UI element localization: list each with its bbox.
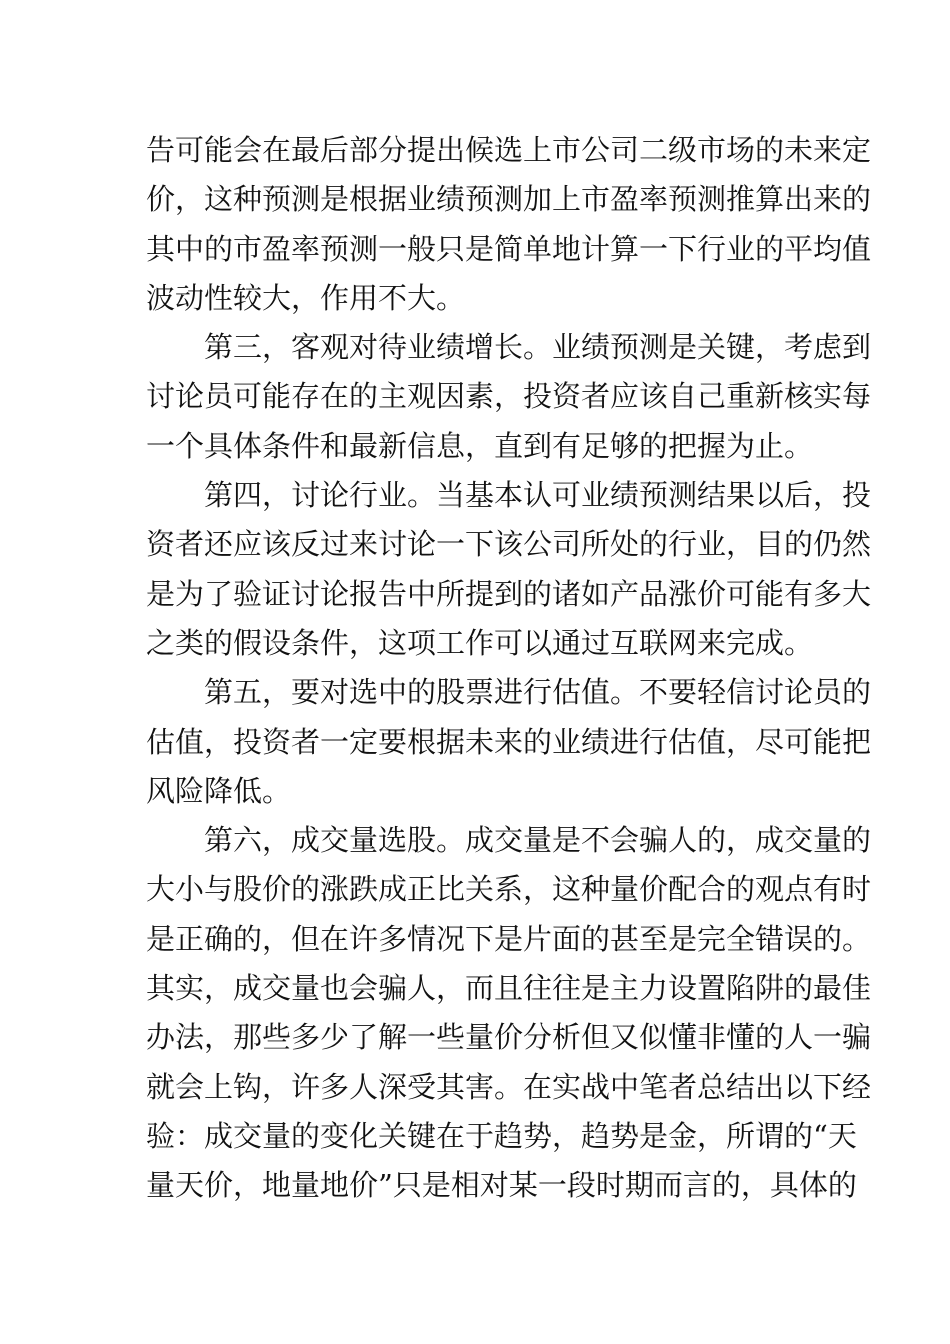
body-text [146,126,872,1211]
text-line: 讨论员可能存在的主观因素，投资者应该自己重新核实每 [146,379,872,414]
text-line: 风险降低。 [146,773,292,808]
text-line: 是正确的，但在许多情况下是片面的甚至是完全错误的。 [146,921,872,956]
text-line: 一个具体条件和最新信息，直到有足够的把握为止。 [146,428,814,463]
paragraph-first-line: 第五，要对选中的股票进行估值。不要轻信讨论员的 [204,675,872,710]
text-line: 量天价，地量地价”只是相对某一段时期而言的，具体的 [146,1168,857,1203]
text-line: 其实，成交量也会骗人，而且往往是主力设置陷阱的最佳 [146,971,872,1006]
text-line: 之类的假设条件，这项工作可以通过互联网来完成。 [146,625,814,660]
text-line: 告可能会在最后部分提出候选上市公司二级市场的未来定 [146,133,872,167]
text-line: 资者还应该反过来讨论一下该公司所处的行业，目的仍然 [146,527,872,562]
text-line: 大小与股价的涨跌成正比关系，这种量价配合的观点有时 [146,872,872,907]
text-line: 价，这种预测是根据业绩预测加上市盈率预测推算出来的 [146,182,872,217]
text-line: 是为了验证讨论报告中所提到的诸如产品涨价可能有多大 [146,576,872,611]
paragraph-first-line: 第三，客观对待业绩增长。业绩预测是关键，考虑到 [204,330,872,365]
paragraph-first-line: 第四，讨论行业。当基本认可业绩预测结果以后，投 [204,478,872,513]
text-line: 估值，投资者一定要根据未来的业绩进行估值，尽可能把 [146,724,872,759]
text-line: 办法，那些多少了解一些量价分析但又似懂非懂的人一骗 [146,1020,872,1055]
text-line: 波动性较大，作用不大。 [146,280,466,315]
text-line: 验：成交量的变化关键在于趋势，趋势是金，所谓的“天 [146,1118,857,1153]
text-line: 就会上钩，许多人深受其害。在实战中笔者总结出以下经 [146,1069,872,1104]
text-line: 其中的市盈率预测一般只是简单地计算一下行业的平均值 [146,231,872,266]
paragraph-first-line: 第六，成交量选股。成交量是不会骗人的，成交量的 [204,823,872,858]
